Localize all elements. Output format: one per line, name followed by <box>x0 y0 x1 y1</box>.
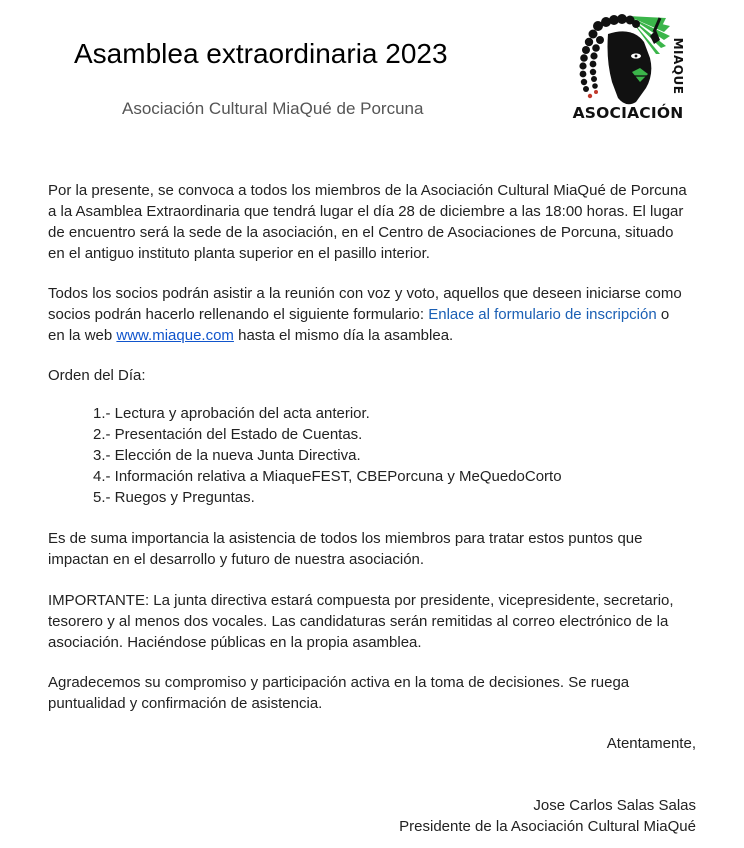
page-subtitle: Asociación Cultural MiaQué de Porcuna <box>122 99 424 118</box>
paragraph-importance <box>48 528 698 570</box>
face-shape <box>608 31 652 104</box>
agenda-item: 5.- Ruegos y Preguntas. <box>93 489 255 506</box>
text-line: a la Asamblea Extraordinaria que tendrá lugar el día 28 de diciembre a las 18:00 horas. El lugar <box>48 203 684 220</box>
text-line: Por la presente, se convoca a todos los miembros de la Asociación Cultural MiaQué de Porcuna <box>48 182 687 199</box>
text-fragment: socios podrán hacerlo rellenando el siguiente formulario: <box>48 306 429 323</box>
agenda-item: 2.- Presentación del Estado de Cuentas. <box>93 426 363 443</box>
text-line: puntualidad y confirmación de asistencia. <box>48 695 323 712</box>
text-line: IMPORTANTE: La junta directiva estará compuesta por presidente, vicepresidente, secretario, <box>48 592 674 609</box>
logo-bottom-text: ASOCIACIÓN <box>572 104 684 122</box>
text-line <box>48 304 698 325</box>
agenda-item: 4.- Información relativa a MiaqueFEST, CBEPorcuna y MeQuedoCorto <box>93 468 562 485</box>
logo-side-text-wrapper <box>668 34 688 98</box>
text-line: en el antiguo instituto planta superior en el pasillo interior. <box>48 245 430 262</box>
text-fragment: hasta el mismo día la asamblea. <box>233 327 454 344</box>
signature-name: Jose Carlos Salas Salas <box>533 797 696 814</box>
agenda-item: 1.- Lectura y aprobación del acta anterior. <box>93 405 370 422</box>
text-line: de encuentro será la sede de la asociación, en el Centro de Asociaciones de Porcuna, situado <box>48 224 674 241</box>
agenda-list <box>93 403 562 508</box>
logo-side-text: MIAQUE <box>671 37 685 95</box>
text-line: asociación. Haciéndose públicas en la propia asamblea. <box>48 634 422 651</box>
text-fragment: en la web <box>48 327 117 344</box>
agenda-item: 3.- Elección de la nueva Junta Directiva. <box>93 447 361 464</box>
text-line: impactan en el desarrollo y futuro de nuestra asociación. <box>48 551 425 568</box>
text-line <box>48 325 698 346</box>
paragraph-important-note <box>48 590 698 653</box>
form-link[interactable]: Enlace al formulario de inscripción <box>428 306 657 323</box>
text-line: Agradecemos su compromiso y participación activa en la toma de decisiones. Se ruega <box>48 674 630 691</box>
text-line: Todos los socios podrán asistir a la reunión con voz y voto, aquellos que deseen iniciarse como <box>48 285 682 302</box>
text-fragment: o <box>656 306 670 323</box>
paragraph-convocatoria <box>48 180 698 264</box>
agenda-heading: Orden del Día: <box>48 367 146 384</box>
text-line: Es de suma importancia la asistencia de todos los miembros para tratar estos puntos que <box>48 530 643 547</box>
paragraph-thanks <box>48 672 698 714</box>
text-line: tesorero y al menos dos vocales. Las candidaturas serán remitidas al correo electrónico de la <box>48 613 669 630</box>
website-link[interactable]: www.miaque.com <box>116 327 234 344</box>
paragraph-registration <box>48 283 698 346</box>
signature-role: Presidente de la Asociación Cultural MiaQué <box>399 818 696 835</box>
page-title: Asamblea extraordinaria 2023 <box>74 38 448 69</box>
closing-salutation: Atentamente, <box>606 735 696 752</box>
